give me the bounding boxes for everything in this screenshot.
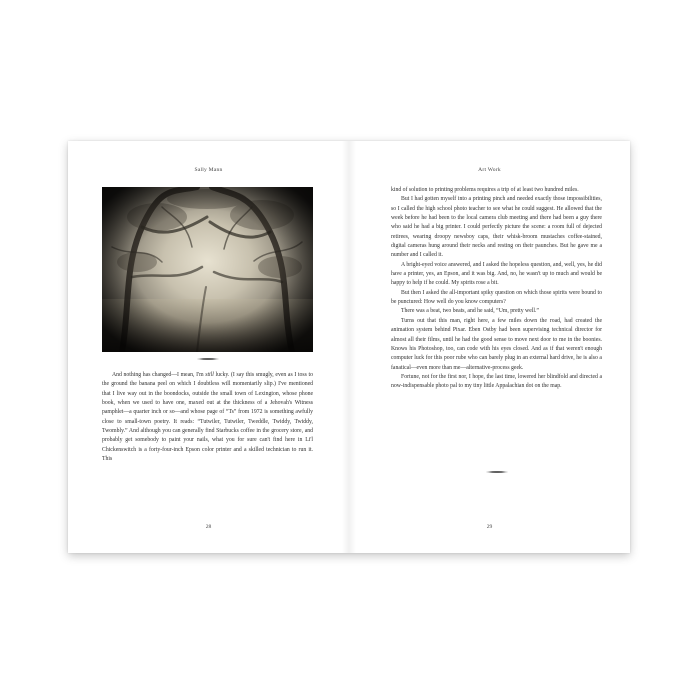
right-page: [349, 141, 630, 553]
right-paragraph: But I had gotten myself into a printing pinch and needed exactly those impossibilities, so I called the high school photo teacher to see what he could suggest. He allowed that the week before he had been to the local camera club meeting and there had been a guy there who said he had a big printer. I could perfectly picture the scene: a room full of dejected retirees, wearing droopy newsboy caps, their whisk-broom mustaches coffee-stained, digital cameras hung around their necks and resting on their paunches. But he gave me a number and I called it.: [391, 196, 602, 259]
right-paragraph: But then I asked the all-important spiky question on which those spirits were bound to be punctured: How well do you know computers?: [391, 289, 602, 306]
page-number-left: 28: [205, 524, 212, 530]
running-head-right: Art Work: [478, 167, 501, 173]
right-paragraph: kind of solution to printing problems requires a trip of at least two hundred miles.: [391, 187, 579, 193]
paragraph-text: And nothing has changed—I mean, I'm: [112, 372, 206, 378]
right-paragraph: There was a beat, two beats, and he said, “Um, pretty well.”: [401, 308, 539, 315]
right-paragraph: Fortune, not for the first nor, I hope, the last time, lowered her blindfold and directed a now-indispensable photo pal to my tiny little Appalachian dot on the map.: [391, 373, 602, 390]
tree-photograph-art: [102, 187, 313, 352]
left-page: [68, 141, 349, 553]
tree-photograph: [102, 187, 313, 352]
left-paragraph: [102, 371, 313, 464]
section-ornament-right: [486, 471, 508, 473]
book-spread: [68, 141, 630, 553]
page-number-right: 29: [486, 524, 493, 530]
paragraph-text: lucky. (I say this smugly, even as I toss to the ground the banana peel on which I doubtless will momentarily slip.) I've mentioned that I live way out in the boondocks, outside the small town of Lexington, whose phone book, when we used to have one, maxed out at the thickness of a Jehovah's Witness pamphlet—a quarter inch or so—and whose page of “Ts” from 1972 is something awfully close to small-town poetry. It reads: “Tutwiler, Tutwiler, Tweddle, Twiddy, Twiddy, Twombly.” And although you can generally find Starbucks coffee in the grocery store, and probably get somebody to paint your nails, what you for sure can't find here in Li'l Chickenswitch is a forty-four-inch Epson color printer and a skilled technician to run it. This: [102, 372, 313, 463]
section-ornament-left: [197, 358, 219, 360]
right-paragraph: A bright-eyed voice answered, and I asked the hopeless question, and, well, yes, he did have a printer, yes, an Epson, and it was big. And, no, he wasn't up to much and would be happy to help if he could. My spirits rose a bit.: [391, 261, 602, 287]
right-paragraph: Turns out that this man, right here, a few miles down the road, had created the animation system behind Pixar. Eben Ostby had been supervising technical director for almost all their films, until he had the good sense to move next door to me in the boonies. Knows his Photoshop, too, can code with his eyes closed. And as if that weren't enough computer luck for this poor rube who can barely plug in an external hard drive, he is also a fanatical—even more than me—alternative-process geek.: [391, 317, 602, 371]
left-page-body: [102, 371, 313, 464]
italic-emphasis: still: [205, 372, 214, 378]
running-head-left: Sally Mann: [194, 167, 223, 173]
right-page-body: [391, 186, 602, 392]
